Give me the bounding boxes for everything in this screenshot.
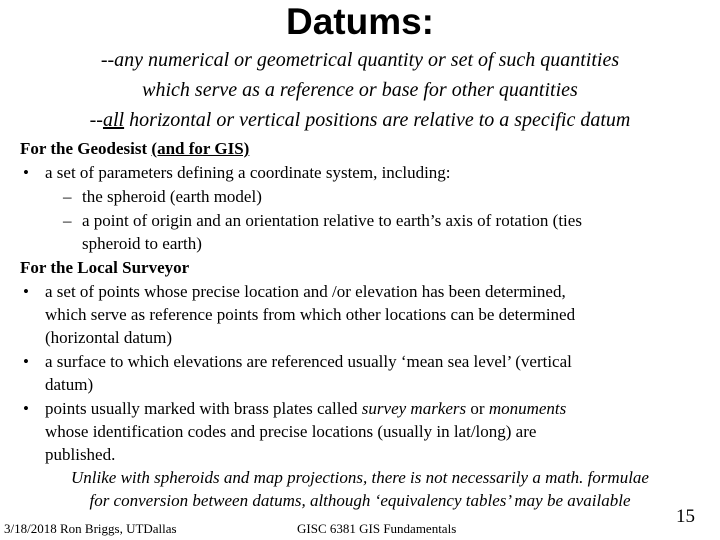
surveyor-bullet-3-line-3: published. — [45, 445, 116, 464]
definition-line-3 — [10, 108, 710, 133]
geodesist-sub-spheroid: the spheroid (earth model) — [82, 187, 262, 206]
surveyor-bullet-1-line-1: a set of points whose precise location and /or elevation has been determined, — [45, 282, 566, 301]
bullet-icon: • — [23, 163, 29, 182]
geodesist-heading — [20, 137, 249, 160]
closing-note-line-1: Unlike with spheroids and map projections, there is not necessarily a math. formulae — [71, 468, 649, 487]
dash-icon: – — [63, 211, 72, 230]
definition-line-2: which serve as a reference or base for other quantities — [142, 79, 578, 101]
surveyor-heading: For the Local Surveyor — [20, 258, 190, 277]
term-monuments: monuments — [488, 399, 567, 418]
surveyor-bullet-3-line-2: whose identification codes and precise locations (usually in lat/long) are — [45, 422, 537, 441]
term-survey-markers: survey markers — [361, 399, 467, 418]
bullet-icon: • — [23, 282, 29, 301]
geodesist-heading-gis: (and for GIS) — [151, 139, 250, 158]
surveyor-bullet-1-line-2: which serve as reference points from which other locations can be determined — [45, 305, 576, 324]
geodesist-sub-origin-line-1: a point of origin and an orientation relative to earth’s axis of rotation (ties — [82, 211, 582, 230]
geodesist-sub-origin-line-2: spheroid to earth) — [82, 234, 202, 253]
page-number: 15 — [676, 506, 695, 527]
dash-icon: – — [63, 187, 72, 206]
definition-emphasis-all: all — [102, 109, 125, 131]
surveyor-bullet-3-or: or — [466, 399, 489, 418]
footer-date-author: 3/18/2018 Ron Briggs, UTDallas — [4, 521, 177, 536]
definition-line-3-prefix: -- — [89, 109, 103, 131]
geodesist-bullet: a set of parameters defining a coordinate system, including: — [45, 163, 451, 182]
surveyor-bullet-2-line-2: datum) — [45, 375, 94, 394]
surveyor-bullet-2-line-1: a surface to which elevations are referenced usually ‘mean sea level’ (vertical — [45, 352, 572, 371]
surveyor-bullet-1-line-3: (horizontal datum) — [45, 328, 172, 347]
bullet-icon: • — [23, 399, 29, 418]
definition-line-1: --any numerical or geometrical quantity or set of such quantities — [100, 49, 620, 71]
bullet-icon: • — [23, 352, 29, 371]
surveyor-bullet-3-line-1 — [45, 397, 566, 420]
footer-course: GISC 6381 GIS Fundamentals — [297, 521, 457, 536]
surveyor-bullet-3-text: points usually marked with brass plates called — [45, 399, 362, 418]
geodesist-heading-text: For the Geodesist — [20, 139, 152, 158]
closing-note-line-2: for conversion between datums, although ‘equivalency tables’ may be available — [89, 491, 631, 510]
page-title: Datums: — [285, 1, 435, 42]
definition-line-3-rest: horizontal or vertical positions are relative to a specific datum — [124, 109, 631, 131]
